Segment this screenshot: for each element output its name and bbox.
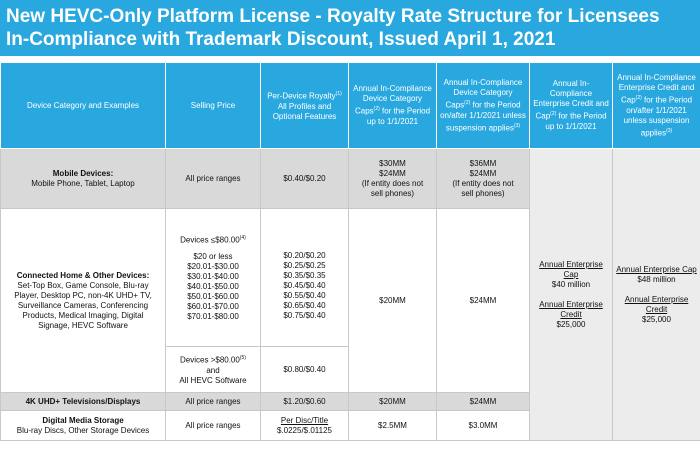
uhd-title: 4K UHD+ Televisions/Displays (1, 393, 166, 411)
header-royalty: Per-Device Royalty$^{(1)}$ All Profiles and Optional Features (261, 63, 349, 149)
enterprise-after-cap-label: Annual Enterprise Cap (616, 264, 697, 274)
page-title-line-1: New HEVC-Only Platform License - Royalty Rate Structure for Licensees (6, 6, 660, 27)
enterprise-after-credit-label: Annual Enterprise Credit (624, 294, 689, 314)
header-selling-price: Selling Price (166, 63, 261, 149)
title-banner (0, 0, 700, 56)
connected-high-price: Devices $>\$80.00^{(5)}$ and All HEVC Software (166, 347, 261, 393)
storage-title: Digital Media Storage (42, 415, 124, 425)
enterprise-before-cell (530, 149, 613, 441)
table-row-mobile (1, 149, 700, 209)
header-caps-after: Annual In-Compliance Device Category Caps$^{(2)}$ for the Period on/after 1/1/2021 unless suspension applies$^{(3)}$ (437, 63, 530, 149)
connected-cap-before: $20MM (349, 209, 437, 393)
storage-cap-after: $3.0MM (437, 411, 530, 441)
connected-low-header: Devices $\le\$80.00^{(4)}$ (180, 234, 246, 245)
enterprise-after-cap-value: $48 million (637, 274, 676, 284)
mobile-cap-after: $36MM $24MM (If entity does not sell phones) (437, 149, 530, 209)
connected-price-tiers: Devices $\le\$80.00^{(4)}$ $20 or less $20.01-$30.00 $30.01-$40.00 $40.01-$50.00 $50.01-$60.00 $60.01-$70.00 $70.01-$80.00 (166, 209, 261, 347)
enterprise-before-credit-value: $25,000 (556, 319, 586, 329)
header-caps-before: Annual In-Compliance Device Category Caps$^{(2)}$ for the Period up to 1/1/2021 (349, 63, 437, 149)
enterprise-before-cap-label: Annual Enterprise Cap (539, 259, 603, 279)
royalty-table (0, 62, 700, 441)
uhd-cap-before: $20MM (349, 393, 437, 411)
connected-high-royalty: $0.80/$0.40 (261, 347, 349, 393)
mobile-category-cell (1, 149, 166, 209)
storage-cap-before: $2.5MM (349, 411, 437, 441)
connected-title: Connected Home & Other Devices: (16, 270, 150, 280)
table-header-row (1, 63, 700, 149)
connected-cap-after: $24MM (437, 209, 530, 393)
storage-examples: Blu-ray Discs, Other Storage Devices (16, 425, 150, 435)
header-enterprise-after: Annual In-Compliance Enterprise Credit and Cap$^{(2)}$ for the Period on/after 1/1/2021 unless suspension applies$^{(3)}$ (613, 63, 700, 149)
mobile-royalty: $0.40/$0.20 (261, 149, 349, 209)
uhd-price: All price ranges (166, 393, 261, 411)
page-title-line-2: In-Compliance with Trademark Discount, Issued April 1, 2021 (6, 29, 556, 50)
uhd-cap-after: $24MM (437, 393, 530, 411)
storage-royalty: Per Disc/Title $.0225/$.01125 (261, 411, 349, 441)
mobile-title: Mobile Devices: (52, 168, 114, 178)
enterprise-before-cap-value: $40 million (551, 279, 591, 289)
uhd-royalty: $1.20/$0.60 (261, 393, 349, 411)
connected-category-cell: Connected Home & Other Devices: Set-Top Box, Game Console, Blu-ray Player, Desktop PC, non-4K UHD+ TV, Surveillance Cameras, Conferencing Products, Medical Imaging, Digital Signage, HEVC Software (1, 209, 166, 393)
enterprise-before-credit-label: Annual Enterprise Credit (539, 299, 603, 319)
header-enterprise-before: Annual In-Compliance Enterprise Credit and Cap$^{(2)}$ for the Period up to 1/1/2021 (530, 63, 613, 149)
mobile-price: All price ranges (166, 149, 261, 209)
mobile-cap-before: $30MM $24MM (If entity does not sell phones) (349, 149, 437, 209)
enterprise-after-cell (613, 149, 700, 441)
enterprise-after-credit-value: $25,000 (642, 314, 671, 324)
storage-category-cell (1, 411, 166, 441)
header-device-category: Device Category and Examples (1, 63, 166, 149)
mobile-examples: Mobile Phone, Tablet, Laptop (31, 178, 135, 188)
connected-royalties: $0.20/$0.20 $0.25/$0.25 $0.35/$0.35 $0.45/$0.40 $0.55/$0.40 $0.65/$0.40 $0.75/$0.40 (261, 209, 349, 347)
storage-price: All price ranges (166, 411, 261, 441)
